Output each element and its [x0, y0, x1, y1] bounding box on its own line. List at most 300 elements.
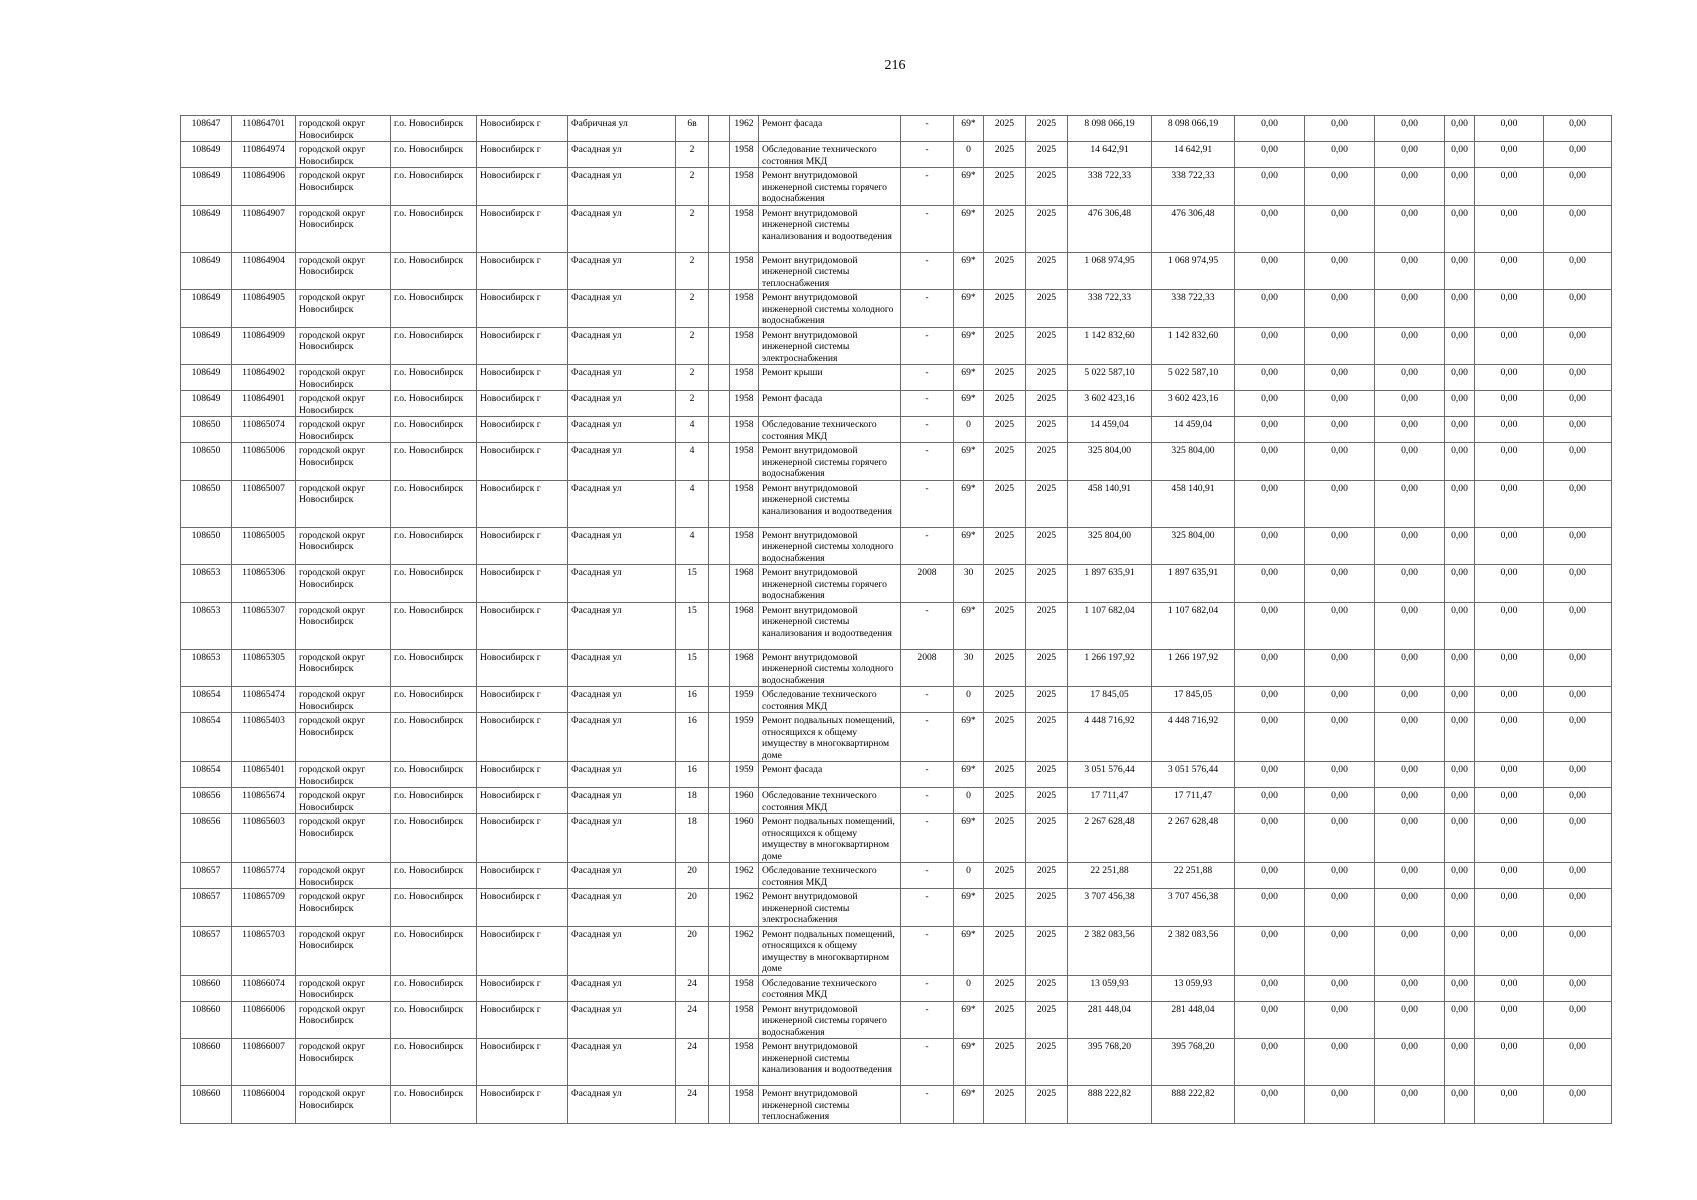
cell-other-funds: 0,00 — [1475, 365, 1544, 391]
cell-settlement: Новосибирск г — [477, 168, 568, 206]
cell-extra-funds: 0,00 — [1544, 290, 1612, 328]
table-row — [181, 687, 1612, 713]
cell-municipality: городской округ Новосибирск — [296, 417, 391, 443]
cell-last-repair-year: - — [901, 687, 954, 713]
cell-plan-end-year: 2025 — [1026, 975, 1068, 1001]
cell-street: Фасадная ул — [568, 713, 676, 762]
cell-house-number: 15 — [676, 649, 709, 687]
cell-district: г.о. Новосибирск — [391, 365, 477, 391]
cell-work-type: Ремонт внутридомовой инженерной системы электроснабжения — [759, 889, 901, 927]
cell-local-funds: 0,00 — [1375, 290, 1445, 328]
cell-total-cost: 338 722,33 — [1068, 290, 1152, 328]
cell-plan-end-year: 2025 — [1026, 1039, 1068, 1086]
cell-last-repair-year: - — [901, 327, 954, 365]
cell-plan-end-year: 2025 — [1026, 205, 1068, 252]
table-row — [181, 565, 1612, 603]
cell-local-funds: 0,00 — [1375, 649, 1445, 687]
cell-wear-percent: 69* — [954, 480, 984, 527]
cell-work-id: 110865674 — [232, 788, 296, 814]
cell-building — [709, 687, 730, 713]
cell-extra-funds: 0,00 — [1544, 762, 1612, 788]
cell-wear-percent: 69* — [954, 205, 984, 252]
cell-district: г.о. Новосибирск — [391, 327, 477, 365]
cell-extra-funds: 0,00 — [1544, 1001, 1612, 1039]
cell-street: Фасадная ул — [568, 889, 676, 927]
cell-total-cost: 2 382 083,56 — [1068, 926, 1152, 975]
cell-settlement: Новосибирск г — [477, 480, 568, 527]
cell-district: г.о. Новосибирск — [391, 480, 477, 527]
cell-other-funds: 0,00 — [1475, 443, 1544, 481]
cell-last-repair-year: - — [901, 527, 954, 565]
table-row — [181, 762, 1612, 788]
cell-plan-start-year: 2025 — [984, 142, 1026, 168]
cell-regional-funds: 0,00 — [1305, 527, 1375, 565]
cell-last-repair-year: - — [901, 168, 954, 206]
cell-work-type: Ремонт внутридомовой инженерной системы горячего водоснабжения — [759, 565, 901, 603]
table-row — [181, 926, 1612, 975]
cell-owner-funds-share: 0,00 — [1445, 863, 1475, 889]
table-row — [181, 649, 1612, 687]
cell-district: г.о. Новосибирск — [391, 602, 477, 649]
cell-house-id: 108650 — [181, 527, 232, 565]
cell-district: г.о. Новосибирск — [391, 762, 477, 788]
cell-regional-funds: 0,00 — [1305, 975, 1375, 1001]
cell-plan-end-year: 2025 — [1026, 327, 1068, 365]
cell-house-id: 108650 — [181, 417, 232, 443]
cell-plan-start-year: 2025 — [984, 814, 1026, 863]
cell-district: г.о. Новосибирск — [391, 205, 477, 252]
cell-building — [709, 926, 730, 975]
cell-plan-end-year: 2025 — [1026, 814, 1068, 863]
cell-work-id: 110864907 — [232, 205, 296, 252]
cell-federal-funds: 0,00 — [1235, 762, 1305, 788]
cell-extra-funds: 0,00 — [1544, 116, 1612, 142]
cell-plan-end-year: 2025 — [1026, 391, 1068, 417]
cell-local-funds: 0,00 — [1375, 926, 1445, 975]
cell-building — [709, 480, 730, 527]
cell-municipality: городской округ Новосибирск — [296, 327, 391, 365]
cell-total-cost: 1 142 832,60 — [1068, 327, 1152, 365]
table-row — [181, 1001, 1612, 1039]
cell-settlement: Новосибирск г — [477, 116, 568, 142]
cell-fund-cost: 338 722,33 — [1152, 290, 1235, 328]
cell-local-funds: 0,00 — [1375, 527, 1445, 565]
cell-regional-funds: 0,00 — [1305, 290, 1375, 328]
cell-year-built: 1958 — [730, 327, 759, 365]
cell-federal-funds: 0,00 — [1235, 565, 1305, 603]
table-row — [181, 443, 1612, 481]
cell-municipality: городской округ Новосибирск — [296, 602, 391, 649]
cell-extra-funds: 0,00 — [1544, 788, 1612, 814]
cell-other-funds: 0,00 — [1475, 1039, 1544, 1086]
cell-last-repair-year: - — [901, 480, 954, 527]
cell-fund-cost: 2 382 083,56 — [1152, 926, 1235, 975]
cell-municipality: городской округ Новосибирск — [296, 480, 391, 527]
table-row — [181, 205, 1612, 252]
cell-last-repair-year: - — [901, 762, 954, 788]
cell-work-id: 110865401 — [232, 762, 296, 788]
table-row — [181, 417, 1612, 443]
cell-house-number: 2 — [676, 142, 709, 168]
cell-total-cost: 13 059,93 — [1068, 975, 1152, 1001]
cell-last-repair-year: 2008 — [901, 565, 954, 603]
cell-wear-percent: 69* — [954, 926, 984, 975]
cell-work-id: 110864974 — [232, 142, 296, 168]
cell-other-funds: 0,00 — [1475, 649, 1544, 687]
cell-house-number: 18 — [676, 814, 709, 863]
cell-fund-cost: 325 804,00 — [1152, 443, 1235, 481]
cell-other-funds: 0,00 — [1475, 1086, 1544, 1124]
cell-house-number: 24 — [676, 1086, 709, 1124]
cell-street: Фасадная ул — [568, 142, 676, 168]
cell-plan-end-year: 2025 — [1026, 443, 1068, 481]
cell-federal-funds: 0,00 — [1235, 480, 1305, 527]
cell-regional-funds: 0,00 — [1305, 1039, 1375, 1086]
cell-regional-funds: 0,00 — [1305, 365, 1375, 391]
cell-federal-funds: 0,00 — [1235, 327, 1305, 365]
cell-municipality: городской округ Новосибирск — [296, 814, 391, 863]
cell-work-id: 110865005 — [232, 527, 296, 565]
cell-other-funds: 0,00 — [1475, 814, 1544, 863]
cell-extra-funds: 0,00 — [1544, 713, 1612, 762]
table-row — [181, 252, 1612, 290]
cell-settlement: Новосибирск г — [477, 565, 568, 603]
cell-house-id: 108649 — [181, 168, 232, 206]
cell-work-id: 110864906 — [232, 168, 296, 206]
cell-district: г.о. Новосибирск — [391, 814, 477, 863]
cell-federal-funds: 0,00 — [1235, 814, 1305, 863]
cell-work-id: 110864902 — [232, 365, 296, 391]
cell-house-id: 108649 — [181, 365, 232, 391]
cell-district: г.о. Новосибирск — [391, 863, 477, 889]
cell-last-repair-year: - — [901, 116, 954, 142]
cell-extra-funds: 0,00 — [1544, 602, 1612, 649]
cell-work-type: Ремонт фасада — [759, 116, 901, 142]
cell-plan-start-year: 2025 — [984, 443, 1026, 481]
cell-district: г.о. Новосибирск — [391, 889, 477, 927]
cell-house-id: 108657 — [181, 863, 232, 889]
cell-owner-funds-share: 0,00 — [1445, 116, 1475, 142]
cell-total-cost: 4 448 716,92 — [1068, 713, 1152, 762]
cell-building — [709, 443, 730, 481]
cell-federal-funds: 0,00 — [1235, 1001, 1305, 1039]
cell-fund-cost: 13 059,93 — [1152, 975, 1235, 1001]
cell-work-id: 110865074 — [232, 417, 296, 443]
cell-fund-cost: 338 722,33 — [1152, 168, 1235, 206]
cell-local-funds: 0,00 — [1375, 788, 1445, 814]
cell-plan-start-year: 2025 — [984, 327, 1026, 365]
cell-federal-funds: 0,00 — [1235, 290, 1305, 328]
cell-work-id: 110865305 — [232, 649, 296, 687]
cell-total-cost: 14 459,04 — [1068, 417, 1152, 443]
cell-last-repair-year: - — [901, 602, 954, 649]
cell-total-cost: 325 804,00 — [1068, 527, 1152, 565]
cell-work-type: Ремонт подвальных помещений, относящихся к общему имуществу в многоквартирном доме — [759, 814, 901, 863]
cell-last-repair-year: - — [901, 814, 954, 863]
cell-other-funds: 0,00 — [1475, 142, 1544, 168]
table-row — [181, 1086, 1612, 1124]
cell-work-id: 110865306 — [232, 565, 296, 603]
cell-fund-cost: 458 140,91 — [1152, 480, 1235, 527]
cell-regional-funds: 0,00 — [1305, 1001, 1375, 1039]
cell-federal-funds: 0,00 — [1235, 142, 1305, 168]
cell-work-id: 110866007 — [232, 1039, 296, 1086]
cell-work-id: 110865703 — [232, 926, 296, 975]
cell-settlement: Новосибирск г — [477, 327, 568, 365]
cell-owner-funds-share: 0,00 — [1445, 327, 1475, 365]
cell-plan-end-year: 2025 — [1026, 649, 1068, 687]
cell-fund-cost: 4 448 716,92 — [1152, 713, 1235, 762]
cell-year-built: 1962 — [730, 863, 759, 889]
cell-total-cost: 22 251,88 — [1068, 863, 1152, 889]
cell-year-built: 1958 — [730, 1001, 759, 1039]
cell-owner-funds-share: 0,00 — [1445, 926, 1475, 975]
cell-work-id: 110864901 — [232, 391, 296, 417]
cell-municipality: городской округ Новосибирск — [296, 391, 391, 417]
cell-other-funds: 0,00 — [1475, 889, 1544, 927]
cell-building — [709, 863, 730, 889]
cell-house-id: 108660 — [181, 975, 232, 1001]
cell-settlement: Новосибирск г — [477, 391, 568, 417]
cell-year-built: 1968 — [730, 602, 759, 649]
cell-local-funds: 0,00 — [1375, 168, 1445, 206]
cell-fund-cost: 2 267 628,48 — [1152, 814, 1235, 863]
cell-last-repair-year: - — [901, 290, 954, 328]
cell-fund-cost: 14 642,91 — [1152, 142, 1235, 168]
cell-street: Фасадная ул — [568, 480, 676, 527]
cell-work-type: Ремонт внутридомовой инженерной системы теплоснабжения — [759, 252, 901, 290]
cell-other-funds: 0,00 — [1475, 205, 1544, 252]
cell-year-built: 1958 — [730, 205, 759, 252]
cell-wear-percent: 69* — [954, 1039, 984, 1086]
cell-building — [709, 602, 730, 649]
cell-settlement: Новосибирск г — [477, 788, 568, 814]
cell-house-id: 108653 — [181, 565, 232, 603]
cell-local-funds: 0,00 — [1375, 762, 1445, 788]
cell-federal-funds: 0,00 — [1235, 391, 1305, 417]
cell-year-built: 1958 — [730, 252, 759, 290]
cell-street: Фасадная ул — [568, 1001, 676, 1039]
cell-building — [709, 565, 730, 603]
cell-plan-end-year: 2025 — [1026, 863, 1068, 889]
cell-local-funds: 0,00 — [1375, 142, 1445, 168]
cell-municipality: городской округ Новосибирск — [296, 649, 391, 687]
cell-plan-end-year: 2025 — [1026, 926, 1068, 975]
cell-fund-cost: 5 022 587,10 — [1152, 365, 1235, 391]
cell-total-cost: 458 140,91 — [1068, 480, 1152, 527]
cell-wear-percent: 69* — [954, 1086, 984, 1124]
cell-house-id: 108653 — [181, 649, 232, 687]
cell-house-id: 108649 — [181, 142, 232, 168]
cell-federal-funds: 0,00 — [1235, 863, 1305, 889]
cell-fund-cost: 281 448,04 — [1152, 1001, 1235, 1039]
cell-settlement: Новосибирск г — [477, 1001, 568, 1039]
cell-building — [709, 1001, 730, 1039]
table-row — [181, 788, 1612, 814]
cell-district: г.о. Новосибирск — [391, 417, 477, 443]
cell-extra-funds: 0,00 — [1544, 365, 1612, 391]
cell-work-id: 110865474 — [232, 687, 296, 713]
cell-plan-end-year: 2025 — [1026, 1086, 1068, 1124]
cell-building — [709, 889, 730, 927]
cell-last-repair-year: - — [901, 1039, 954, 1086]
cell-year-built: 1968 — [730, 565, 759, 603]
cell-plan-start-year: 2025 — [984, 649, 1026, 687]
cell-plan-end-year: 2025 — [1026, 252, 1068, 290]
cell-house-id: 108650 — [181, 443, 232, 481]
cell-street: Фасадная ул — [568, 527, 676, 565]
cell-house-id: 108656 — [181, 814, 232, 863]
cell-owner-funds-share: 0,00 — [1445, 889, 1475, 927]
cell-street: Фасадная ул — [568, 602, 676, 649]
cell-federal-funds: 0,00 — [1235, 1039, 1305, 1086]
cell-other-funds: 0,00 — [1475, 417, 1544, 443]
cell-year-built: 1958 — [730, 391, 759, 417]
cell-local-funds: 0,00 — [1375, 687, 1445, 713]
cell-fund-cost: 17 711,47 — [1152, 788, 1235, 814]
cell-plan-end-year: 2025 — [1026, 602, 1068, 649]
cell-fund-cost: 3 051 576,44 — [1152, 762, 1235, 788]
cell-fund-cost: 1 897 635,91 — [1152, 565, 1235, 603]
cell-regional-funds: 0,00 — [1305, 116, 1375, 142]
cell-house-id: 108660 — [181, 1001, 232, 1039]
cell-work-id: 110865603 — [232, 814, 296, 863]
cell-local-funds: 0,00 — [1375, 417, 1445, 443]
cell-year-built: 1958 — [730, 417, 759, 443]
cell-local-funds: 0,00 — [1375, 863, 1445, 889]
cell-house-id: 108657 — [181, 889, 232, 927]
cell-house-id: 108654 — [181, 687, 232, 713]
cell-house-number: 16 — [676, 713, 709, 762]
cell-house-id: 108654 — [181, 713, 232, 762]
cell-owner-funds-share: 0,00 — [1445, 527, 1475, 565]
cell-settlement: Новосибирск г — [477, 252, 568, 290]
cell-last-repair-year: - — [901, 417, 954, 443]
cell-work-type: Ремонт фасада — [759, 762, 901, 788]
cell-regional-funds: 0,00 — [1305, 205, 1375, 252]
cell-house-id: 108654 — [181, 762, 232, 788]
cell-last-repair-year: - — [901, 788, 954, 814]
cell-wear-percent: 30 — [954, 649, 984, 687]
cell-plan-start-year: 2025 — [984, 565, 1026, 603]
cell-work-type: Ремонт крыши — [759, 365, 901, 391]
cell-settlement: Новосибирск г — [477, 417, 568, 443]
cell-settlement: Новосибирск г — [477, 975, 568, 1001]
cell-other-funds: 0,00 — [1475, 602, 1544, 649]
cell-settlement: Новосибирск г — [477, 889, 568, 927]
cell-building — [709, 814, 730, 863]
cell-plan-end-year: 2025 — [1026, 762, 1068, 788]
cell-local-funds: 0,00 — [1375, 1001, 1445, 1039]
cell-work-type: Ремонт подвальных помещений, относящихся к общему имуществу в многоквартирном доме — [759, 926, 901, 975]
cell-owner-funds-share: 0,00 — [1445, 1001, 1475, 1039]
cell-plan-end-year: 2025 — [1026, 365, 1068, 391]
table-row — [181, 1039, 1612, 1086]
cell-other-funds: 0,00 — [1475, 116, 1544, 142]
cell-municipality: городской округ Новосибирск — [296, 762, 391, 788]
cell-fund-cost: 14 459,04 — [1152, 417, 1235, 443]
cell-street: Фасадная ул — [568, 926, 676, 975]
cell-municipality: городской округ Новосибирск — [296, 1001, 391, 1039]
cell-plan-end-year: 2025 — [1026, 889, 1068, 927]
cell-work-type: Ремонт внутридомовой инженерной системы холодного водоснабжения — [759, 290, 901, 328]
cell-building — [709, 649, 730, 687]
cell-plan-start-year: 2025 — [984, 1001, 1026, 1039]
cell-owner-funds-share: 0,00 — [1445, 713, 1475, 762]
cell-wear-percent: 69* — [954, 116, 984, 142]
cell-last-repair-year: - — [901, 1001, 954, 1039]
cell-year-built: 1958 — [730, 1039, 759, 1086]
cell-last-repair-year: - — [901, 205, 954, 252]
cell-year-built: 1958 — [730, 527, 759, 565]
cell-building — [709, 205, 730, 252]
cell-plan-start-year: 2025 — [984, 687, 1026, 713]
cell-federal-funds: 0,00 — [1235, 602, 1305, 649]
cell-year-built: 1959 — [730, 762, 759, 788]
cell-federal-funds: 0,00 — [1235, 116, 1305, 142]
table-row — [181, 142, 1612, 168]
cell-owner-funds-share: 0,00 — [1445, 788, 1475, 814]
cell-settlement: Новосибирск г — [477, 814, 568, 863]
cell-street: Фасадная ул — [568, 290, 676, 328]
cell-plan-start-year: 2025 — [984, 1086, 1026, 1124]
cell-settlement: Новосибирск г — [477, 687, 568, 713]
cell-settlement: Новосибирск г — [477, 649, 568, 687]
cell-house-id: 108660 — [181, 1039, 232, 1086]
cell-street: Фасадная ул — [568, 1086, 676, 1124]
table-body — [181, 116, 1612, 1124]
cell-plan-end-year: 2025 — [1026, 290, 1068, 328]
cell-total-cost: 14 642,91 — [1068, 142, 1152, 168]
cell-settlement: Новосибирск г — [477, 1086, 568, 1124]
cell-year-built: 1960 — [730, 814, 759, 863]
cell-house-number: 2 — [676, 327, 709, 365]
cell-work-id: 110865774 — [232, 863, 296, 889]
cell-municipality: городской округ Новосибирск — [296, 290, 391, 328]
cell-settlement: Новосибирск г — [477, 863, 568, 889]
cell-house-id: 108653 — [181, 602, 232, 649]
cell-plan-start-year: 2025 — [984, 480, 1026, 527]
cell-settlement: Новосибирск г — [477, 443, 568, 481]
cell-settlement: Новосибирск г — [477, 713, 568, 762]
cell-regional-funds: 0,00 — [1305, 1086, 1375, 1124]
cell-year-built: 1958 — [730, 290, 759, 328]
cell-regional-funds: 0,00 — [1305, 788, 1375, 814]
cell-district: г.о. Новосибирск — [391, 290, 477, 328]
cell-extra-funds: 0,00 — [1544, 649, 1612, 687]
cell-work-type: Обследование технического состояния МКД — [759, 142, 901, 168]
table-row — [181, 365, 1612, 391]
cell-settlement: Новосибирск г — [477, 365, 568, 391]
cell-extra-funds: 0,00 — [1544, 527, 1612, 565]
cell-federal-funds: 0,00 — [1235, 417, 1305, 443]
cell-wear-percent: 0 — [954, 975, 984, 1001]
cell-total-cost: 1 068 974,95 — [1068, 252, 1152, 290]
cell-work-id: 110864905 — [232, 290, 296, 328]
cell-district: г.о. Новосибирск — [391, 168, 477, 206]
cell-total-cost: 1 107 682,04 — [1068, 602, 1152, 649]
cell-work-type: Ремонт подвальных помещений, относящихся к общему имуществу в многоквартирном доме — [759, 713, 901, 762]
cell-district: г.о. Новосибирск — [391, 142, 477, 168]
cell-last-repair-year: 2008 — [901, 649, 954, 687]
cell-district: г.о. Новосибирск — [391, 391, 477, 417]
cell-house-number: 16 — [676, 762, 709, 788]
cell-other-funds: 0,00 — [1475, 565, 1544, 603]
cell-regional-funds: 0,00 — [1305, 713, 1375, 762]
cell-plan-start-year: 2025 — [984, 889, 1026, 927]
cell-year-built: 1958 — [730, 365, 759, 391]
cell-house-number: 18 — [676, 788, 709, 814]
